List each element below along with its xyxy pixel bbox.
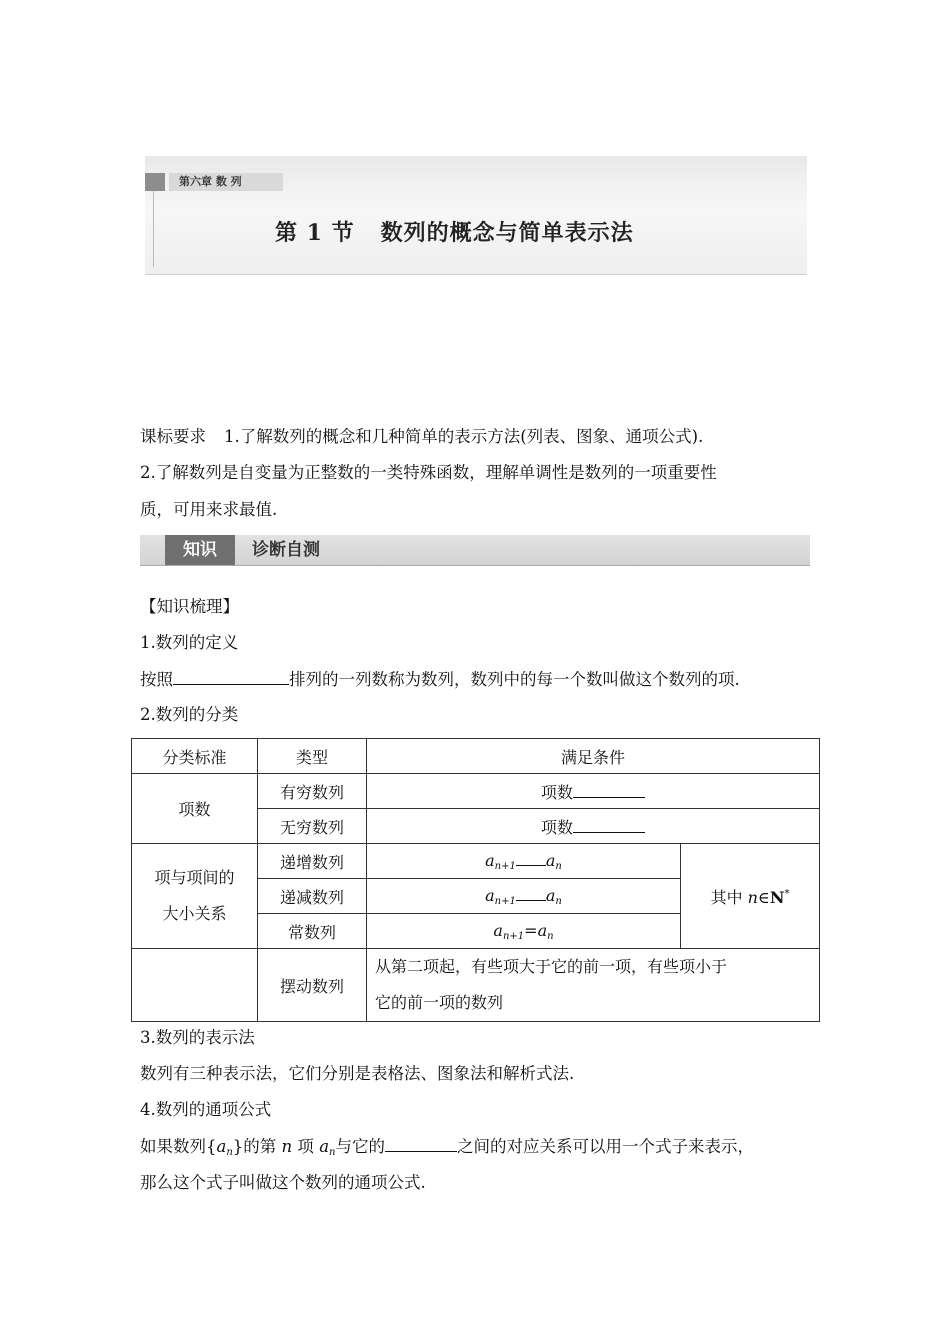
math-n: n xyxy=(281,1137,293,1156)
type-constant: 常数列 xyxy=(258,914,367,949)
section-bar xyxy=(140,535,810,566)
formula-blank xyxy=(385,1136,457,1152)
representation-title: 3.数列的表示法 xyxy=(140,1028,255,1047)
cond-infinite-blank xyxy=(573,817,645,833)
cond-decreasing xyxy=(367,879,681,914)
type-increasing: 递增数列 xyxy=(258,844,367,879)
table-header: 类型 xyxy=(258,739,367,774)
math-a: a xyxy=(216,1137,227,1156)
cond-increasing-blank xyxy=(516,850,546,866)
formula-title: 4.数列的通项公式 xyxy=(140,1100,272,1119)
requirement-item-2b: 质，可用来求最值. xyxy=(140,500,278,519)
math-subscript: n xyxy=(547,930,554,942)
cond-oscillating-line-2: 它的前一项的数列 xyxy=(375,993,504,1012)
formula-text-line-1 xyxy=(140,1136,754,1163)
section-bar-light-label: 诊断自测 xyxy=(252,540,320,560)
note-N: N xyxy=(769,887,785,907)
definition-text xyxy=(140,669,740,690)
table-row xyxy=(132,774,820,809)
section-name: 数列的概念与简单表示法 xyxy=(380,220,634,246)
banner-tag-block xyxy=(145,173,165,191)
formula-part: 项 xyxy=(292,1137,320,1156)
cond-decreasing-blank xyxy=(516,885,546,901)
table-row xyxy=(132,844,820,879)
category-relation xyxy=(132,844,258,949)
formula-part: }的第 xyxy=(232,1137,282,1156)
formula-part: 与它的 xyxy=(335,1137,385,1156)
cond-domain-note xyxy=(681,844,820,949)
table-header: 满足条件 xyxy=(367,739,820,774)
math-eq: = xyxy=(524,920,538,940)
math-a: a xyxy=(485,851,495,870)
table-row xyxy=(132,949,820,1022)
requirement-item-2a: 2.了解数列是自变量为正整数的一类特殊函数，理解单调性是数列的一项重要性 xyxy=(140,463,717,482)
category-empty xyxy=(132,949,258,1022)
representation-text: 数列有三种表示法，它们分别是表格法、图象法和解析式法. xyxy=(140,1064,575,1083)
cond-infinite xyxy=(367,809,820,844)
cond-finite-blank xyxy=(573,782,645,798)
category-relation-line-2: 大小关系 xyxy=(162,904,227,923)
formula-part: 如果数列{ xyxy=(140,1137,217,1156)
cond-finite xyxy=(367,774,820,809)
math-a: a xyxy=(545,851,556,870)
requirement-item-1: 1.了解数列的概念和几种简单的表示方法(列表、图象、通项公式). xyxy=(224,427,704,446)
cond-infinite-label: 项数 xyxy=(541,817,574,837)
category-count: 项数 xyxy=(132,774,258,844)
section-title xyxy=(275,216,634,247)
chapter-label: 第六章 数 列 xyxy=(169,173,283,191)
note-n: n xyxy=(747,887,758,907)
definition-text-before: 按照 xyxy=(140,670,173,689)
note-prefix: 其中 xyxy=(710,887,748,907)
banner-divider xyxy=(153,191,154,267)
math-subscript: n xyxy=(555,861,562,872)
type-infinite: 无穷数列 xyxy=(258,809,367,844)
cond-constant xyxy=(367,914,681,949)
section-bar-dark-label: 知识 xyxy=(165,535,235,565)
cond-oscillating xyxy=(367,949,820,1022)
note-in: ∈ xyxy=(757,887,770,907)
table-header: 分类标准 xyxy=(132,739,258,774)
math-a: a xyxy=(545,886,556,905)
formula-part: 之间的对应关系可以用一个式子来表示， xyxy=(456,1137,754,1156)
definition-blank xyxy=(173,669,289,685)
math-subscript: n xyxy=(329,1147,336,1158)
classification-table xyxy=(131,738,820,1022)
type-decreasing: 递减数列 xyxy=(258,879,367,914)
definition-title: 1.数列的定义 xyxy=(140,633,239,652)
knowledge-heading: 【知识梳理】 xyxy=(140,597,239,616)
type-oscillating: 摆动数列 xyxy=(258,949,367,1022)
cond-finite-label: 项数 xyxy=(541,782,574,802)
type-finite: 有穷数列 xyxy=(258,774,367,809)
classification-title: 2.数列的分类 xyxy=(140,705,239,724)
table-row xyxy=(132,739,820,774)
cond-increasing xyxy=(367,844,681,879)
math-a: a xyxy=(537,920,548,940)
math-subscript: n+1 xyxy=(502,930,525,942)
math-a: a xyxy=(319,1137,330,1156)
math-a: a xyxy=(493,920,503,940)
definition-text-after: 排列的一列数称为数列，数列中的每一个数叫做这个数列的项. xyxy=(289,670,740,689)
math-subscript: n xyxy=(226,1147,233,1158)
chapter-banner xyxy=(145,156,807,275)
math-subscript: n xyxy=(555,896,562,907)
formula-text-line-2: 那么这个式子叫做这个数列的通项公式. xyxy=(140,1173,426,1192)
note-star: * xyxy=(784,888,790,900)
math-subscript: n+1 xyxy=(494,896,516,907)
requirements-line-1 xyxy=(140,427,703,447)
category-relation-line-1: 项与项间的 xyxy=(154,868,235,887)
cond-oscillating-line-1: 从第二项起，有些项大于它的前一项，有些项小于 xyxy=(375,957,728,976)
math-subscript: n+1 xyxy=(494,861,516,872)
requirements-label: 课标要求 xyxy=(140,427,206,446)
math-a: a xyxy=(485,886,495,905)
section-number: 第 1 节 xyxy=(275,220,355,246)
